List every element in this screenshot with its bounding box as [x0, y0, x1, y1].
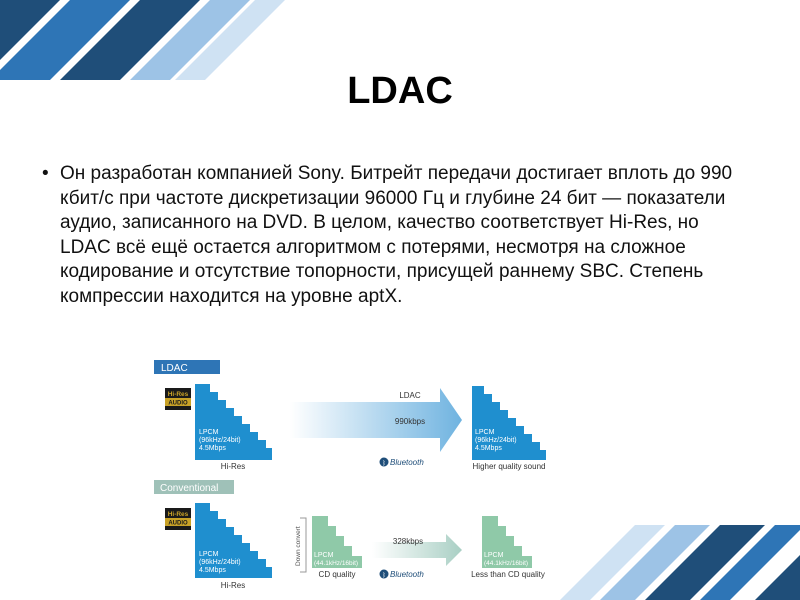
cd-quality-caption: CD quality	[318, 570, 356, 579]
svg-text:AUDIO: AUDIO	[168, 400, 188, 407]
lpcm-label-bottom-3: 4.5Mbps	[199, 567, 226, 574]
svg-text:Hi-Res: Hi-Res	[167, 391, 189, 398]
conventional-bitrate-label: 328kbps	[392, 537, 424, 546]
ldac-bitrate-label: 990kbps	[394, 417, 426, 426]
bluetooth-logo-top	[380, 458, 425, 468]
svg-text:Hi-Res: Hi-Res	[167, 511, 189, 518]
lpcm-label-top-3: 4.5Mbps	[199, 445, 226, 452]
cd-lpcm-label-1: LPCM	[314, 552, 334, 559]
down-convert-label: Down convert	[295, 526, 302, 566]
hires-caption-top: Hi-Res	[220, 462, 246, 471]
ldac-arrow-label: LDAC	[399, 391, 421, 400]
svg-text:Bluetooth: Bluetooth	[390, 570, 424, 579]
svg-text:ᛒ: ᛒ	[382, 461, 386, 467]
hires-audio-badge-top	[165, 388, 191, 410]
cd-lpcm-label-2: (44.1kHz/16bit)	[314, 560, 359, 567]
lpcm-label-hq-3: 4.5Mbps	[475, 445, 502, 452]
svg-text:ᛒ: ᛒ	[382, 573, 386, 579]
svg-text:Bluetooth: Bluetooth	[390, 458, 424, 467]
conventional-section-label: Conventional	[160, 483, 219, 494]
lpcm-label-top-1: LPCM	[199, 429, 219, 436]
higher-quality-caption: Higher quality sound	[472, 462, 546, 471]
lpcm-label-hq-1: LPCM	[475, 429, 495, 436]
bullet-text: Он разработан компанией Sony. Битрейт передачи достигает вплоть до 990 кбит/с при частоте дискретизации 96000 Гц и глубине 24 бит — показатели аудио, записанного на DVD. В целом, качество соответствует Hi-Res, но LDAC всё ещё остается алгоритмом с потерями, несмотря на сложное кодирование и отсутствие топорности, присущей раннему SBC. Степень компрессии находится на уровне aptX.	[60, 163, 733, 307]
bluetooth-logo-bottom	[380, 570, 425, 580]
lpcm-label-hq-2: (96kHz/24bit)	[475, 437, 517, 444]
lpcm-label-bottom-1: LPCM	[199, 551, 219, 558]
svg-text:AUDIO: AUDIO	[168, 520, 188, 527]
less-than-cd-caption: Less than CD quality	[471, 570, 545, 579]
less-cd-lpcm-label-1: LPCM	[484, 552, 504, 559]
bullet-icon: •	[42, 163, 49, 184]
ldac-transfer-arrow	[290, 388, 462, 452]
hires-audio-badge-bottom	[165, 508, 191, 530]
lpcm-label-bottom-2: (96kHz/24bit)	[199, 559, 241, 566]
hires-caption-bottom: Hi-Res	[220, 581, 246, 590]
ldac-section-label: LDAC	[161, 363, 188, 374]
slide-title: LDAC	[347, 70, 453, 112]
lpcm-label-top-2: (96kHz/24bit)	[199, 437, 241, 444]
less-cd-lpcm-label-2: (44.1kHz/16bit)	[484, 560, 529, 567]
